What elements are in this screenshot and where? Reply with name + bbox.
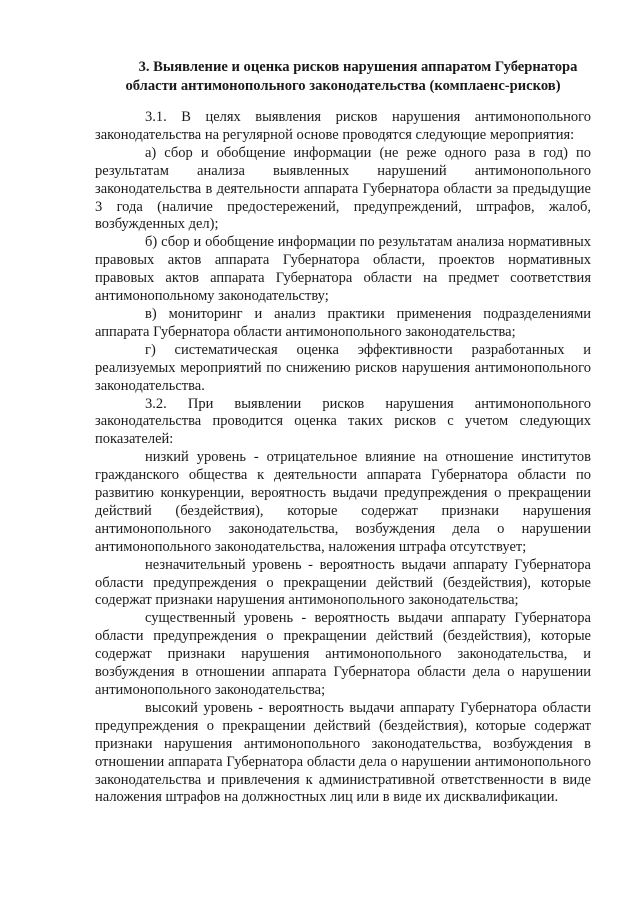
list-item-a: а) сбор и обобщение информации (не реже одного раза в год) по результатам анализа выявленных нарушений антимонопольного законодательства в деятельности аппарата Губернатора области за предыдущие 3 года (наличие предостережений, предупреждений, штрафов, жалоб, возбужденных дел);: [95, 144, 591, 233]
risk-level-high: высокий уровень - вероятность выдачи аппарату Губернатора области предупреждения о прекращении действий (бездействия), которые содержат признаки нарушения антимонопольного законодательства, возбуждения в отношении аппарата Губернатора области дела о нарушении антимонопольного законодательства и привлечения к административной ответственности в виде наложения штрафов на должностных лиц или в виде их дисквалификации.: [95, 699, 591, 806]
risk-level-significant: существенный уровень - вероятность выдачи аппарату Губернатора области предупреждения о прекращении действий (бездействия), которые содержат признаки нарушения антимонопольного законодательства, и возбуждения в отношении аппарата Губернатора области дела о нарушении антимонопольного законодательства;: [95, 610, 591, 698]
list-item-v: в) мониторинг и анализ практики применения подразделениями аппарата Губернатора области антимонопольного законодательства;: [95, 305, 591, 340]
paragraph-3-1: 3.1. В целях выявления рисков нарушения антимонопольного законодательства на регулярной основе проводятся следующие мероприятия:: [95, 109, 591, 143]
risk-level-low: низкий уровень - отрицательное влияние на отношение институтов гражданского общества к деятельности аппарата Губернатора области по развитию конкуренции, вероятность выдачи предупреждения о прекращении действий (бездействия), которые содержат признаки нарушения антимонопольного законодательства, возбуждения дела о нарушении антимонопольного законодательства, наложения штрафа отсутствует;: [95, 449, 591, 555]
document-page: [95, 58, 591, 807]
risk-level-minor: незначительный уровень - вероятность выдачи аппарату Губернатора области предупреждения о прекращении действий (бездействия), которые содержат признаки нарушения антимонопольного законодательства;: [95, 556, 591, 609]
list-item-b: б) сбор и обобщение информации по результатам анализа нормативных правовых актов аппарата Губернатора области, проектов нормативных правовых актов аппарата Губернатора области на предмет соответствия антимонопольному законодательству;: [95, 234, 591, 305]
section-heading: [95, 58, 591, 96]
section-title-line-2: области антимонопольного законодательства (комплаенс-рисков): [125, 78, 561, 94]
list-item-g: г) систематическая оценка эффективности разработанных и реализуемых мероприятий по снижению рисков нарушения антимонопольного законодательства.: [95, 341, 591, 394]
paragraph-3-2: 3.2. При выявлении рисков нарушения антимонопольного законодательства проводится оценка таких рисков с учетом следующих показателей:: [95, 395, 591, 448]
section-title-line-1: 3. Выявление и оценка рисков нарушения аппаратом Губернатора: [138, 59, 578, 75]
